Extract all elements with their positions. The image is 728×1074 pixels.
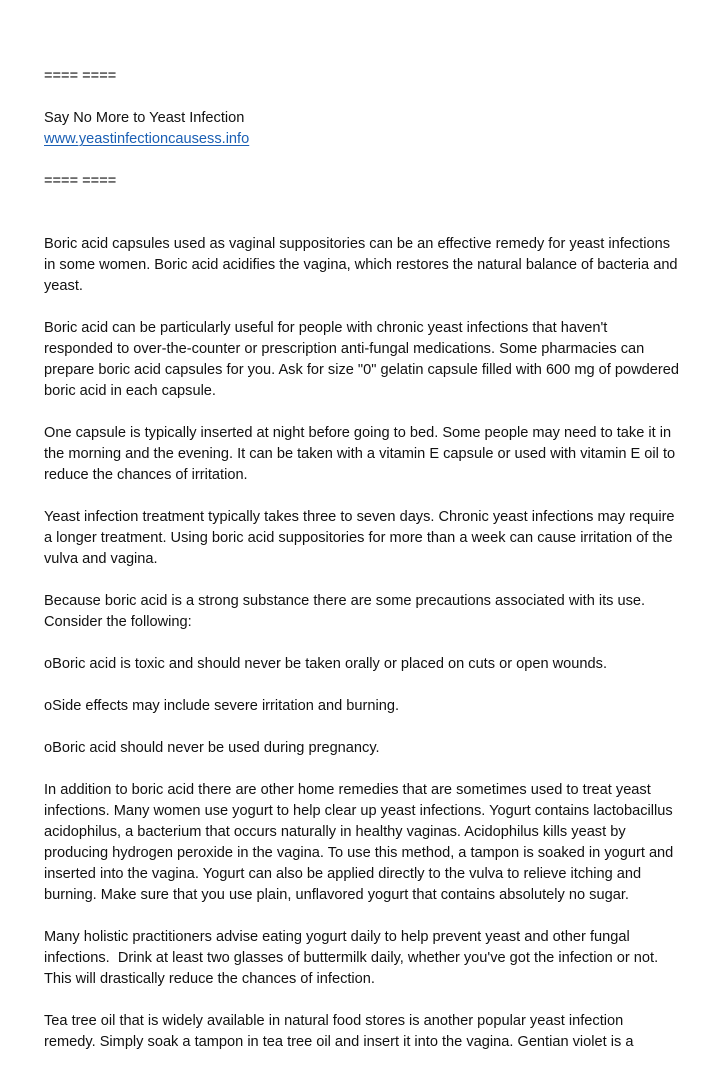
paragraph-line: Consider the following: — [44, 614, 192, 630]
separator-top: ==== ==== — [44, 68, 117, 84]
paragraph-capsule — [44, 423, 690, 486]
spacer — [44, 192, 690, 234]
paragraph-line: This will drastically reduce the chances of infection. — [44, 971, 375, 987]
list-item-text: oBoric acid should never be used during pregnancy. — [44, 740, 380, 756]
paragraph-chronic — [44, 318, 690, 402]
paragraph-treatment — [44, 507, 690, 570]
paragraph-holistic — [44, 927, 690, 990]
list-item-text: oBoric acid is toxic and should never be taken orally or placed on cuts or open wounds. — [44, 656, 607, 672]
list-item — [44, 738, 690, 759]
paragraph-line: One capsule is typically inserted at night before going to bed. Some people may need to take it in — [44, 425, 672, 441]
paragraph-line: remedy. Simply soak a tampon in tea tree oil and insert it into the vagina. Gentian violet is a — [44, 1034, 634, 1050]
paragraph-line: burning. Make sure that you use plain, unflavored yogurt that contains absolutely no sugar. — [44, 887, 629, 903]
paragraph-line: acidophilus, a bacterium that occurs naturally in healthy vaginas. Acidophilus kills yeast by — [44, 824, 626, 840]
paragraph-home-remedies — [44, 780, 690, 906]
separator-bottom: ==== ==== — [44, 173, 117, 189]
paragraph-line: in some women. Boric acid acidifies the vagina, which restores the natural balance of bacteria and — [44, 257, 678, 273]
paragraph-line: Boric acid capsules used as vaginal suppositories can be an effective remedy for yeast infections — [44, 236, 670, 252]
paragraph-line: Boric acid can be particularly useful for people with chronic yeast infections that haven't — [44, 320, 608, 336]
paragraph-line: boric acid in each capsule. — [44, 383, 216, 399]
paragraph-line: vulva and vagina. — [44, 551, 158, 567]
paragraph-tea-tree — [44, 1011, 690, 1053]
list-item — [44, 696, 690, 717]
paragraph-line: responded to over-the-counter or prescription anti-fungal medications. Some pharmacies can — [44, 341, 645, 357]
paragraph-line: yeast. — [44, 278, 83, 294]
paragraph-line: infections. Many women use yogurt to help clear up yeast infections. Yogurt contains lactobacillus — [44, 803, 673, 819]
paragraph-line: the morning and the evening. It can be taken with a vitamin E capsule or used with vitamin E oil to — [44, 446, 676, 462]
document-page — [44, 66, 690, 1074]
paragraph-line: reduce the chances of irritation. — [44, 467, 248, 483]
list-item — [44, 654, 690, 675]
list-item-text: oSide effects may include severe irritation and burning. — [44, 698, 400, 714]
paragraph-line: a longer treatment. Using boric acid suppositories for more than a week can cause irritation of the — [44, 530, 673, 546]
paragraph-line: Tea tree oil that is widely available in natural food stores is another popular yeast infection — [44, 1013, 624, 1029]
paragraph-line: Yeast infection treatment typically takes three to seven days. Chronic yeast infections may require — [44, 509, 675, 525]
paragraph-line: In addition to boric acid there are other home remedies that are sometimes used to treat yeast — [44, 782, 651, 798]
paragraph-line: inserted into the vagina. Yogurt can also be applied directly to the vulva to relieve itching and — [44, 866, 642, 882]
paragraph-line: Many holistic practitioners advise eating yogurt daily to help prevent yeast and other fungal — [44, 929, 630, 945]
paragraph-line: producing hydrogen peroxide in the vagina. To use this method, a tampon is soaked in yogurt and — [44, 845, 674, 861]
paragraph-line: infections. Drink at least two glasses of buttermilk daily, whether you've got the infection or not. — [44, 950, 659, 966]
paragraph-boric-intro — [44, 234, 690, 297]
document-title: Say No More to Yeast Infection — [44, 110, 245, 126]
website-link[interactable]: www.yeastinfectioncausess.info — [44, 131, 250, 147]
paragraph-line: Because boric acid is a strong substance there are some precautions associated with its use. — [44, 593, 646, 609]
paragraph-precautions — [44, 591, 690, 633]
paragraph-line: prepare boric acid capsules for you. Ask for size "0" gelatin capsule filled with 600 mg of powdered — [44, 362, 679, 378]
